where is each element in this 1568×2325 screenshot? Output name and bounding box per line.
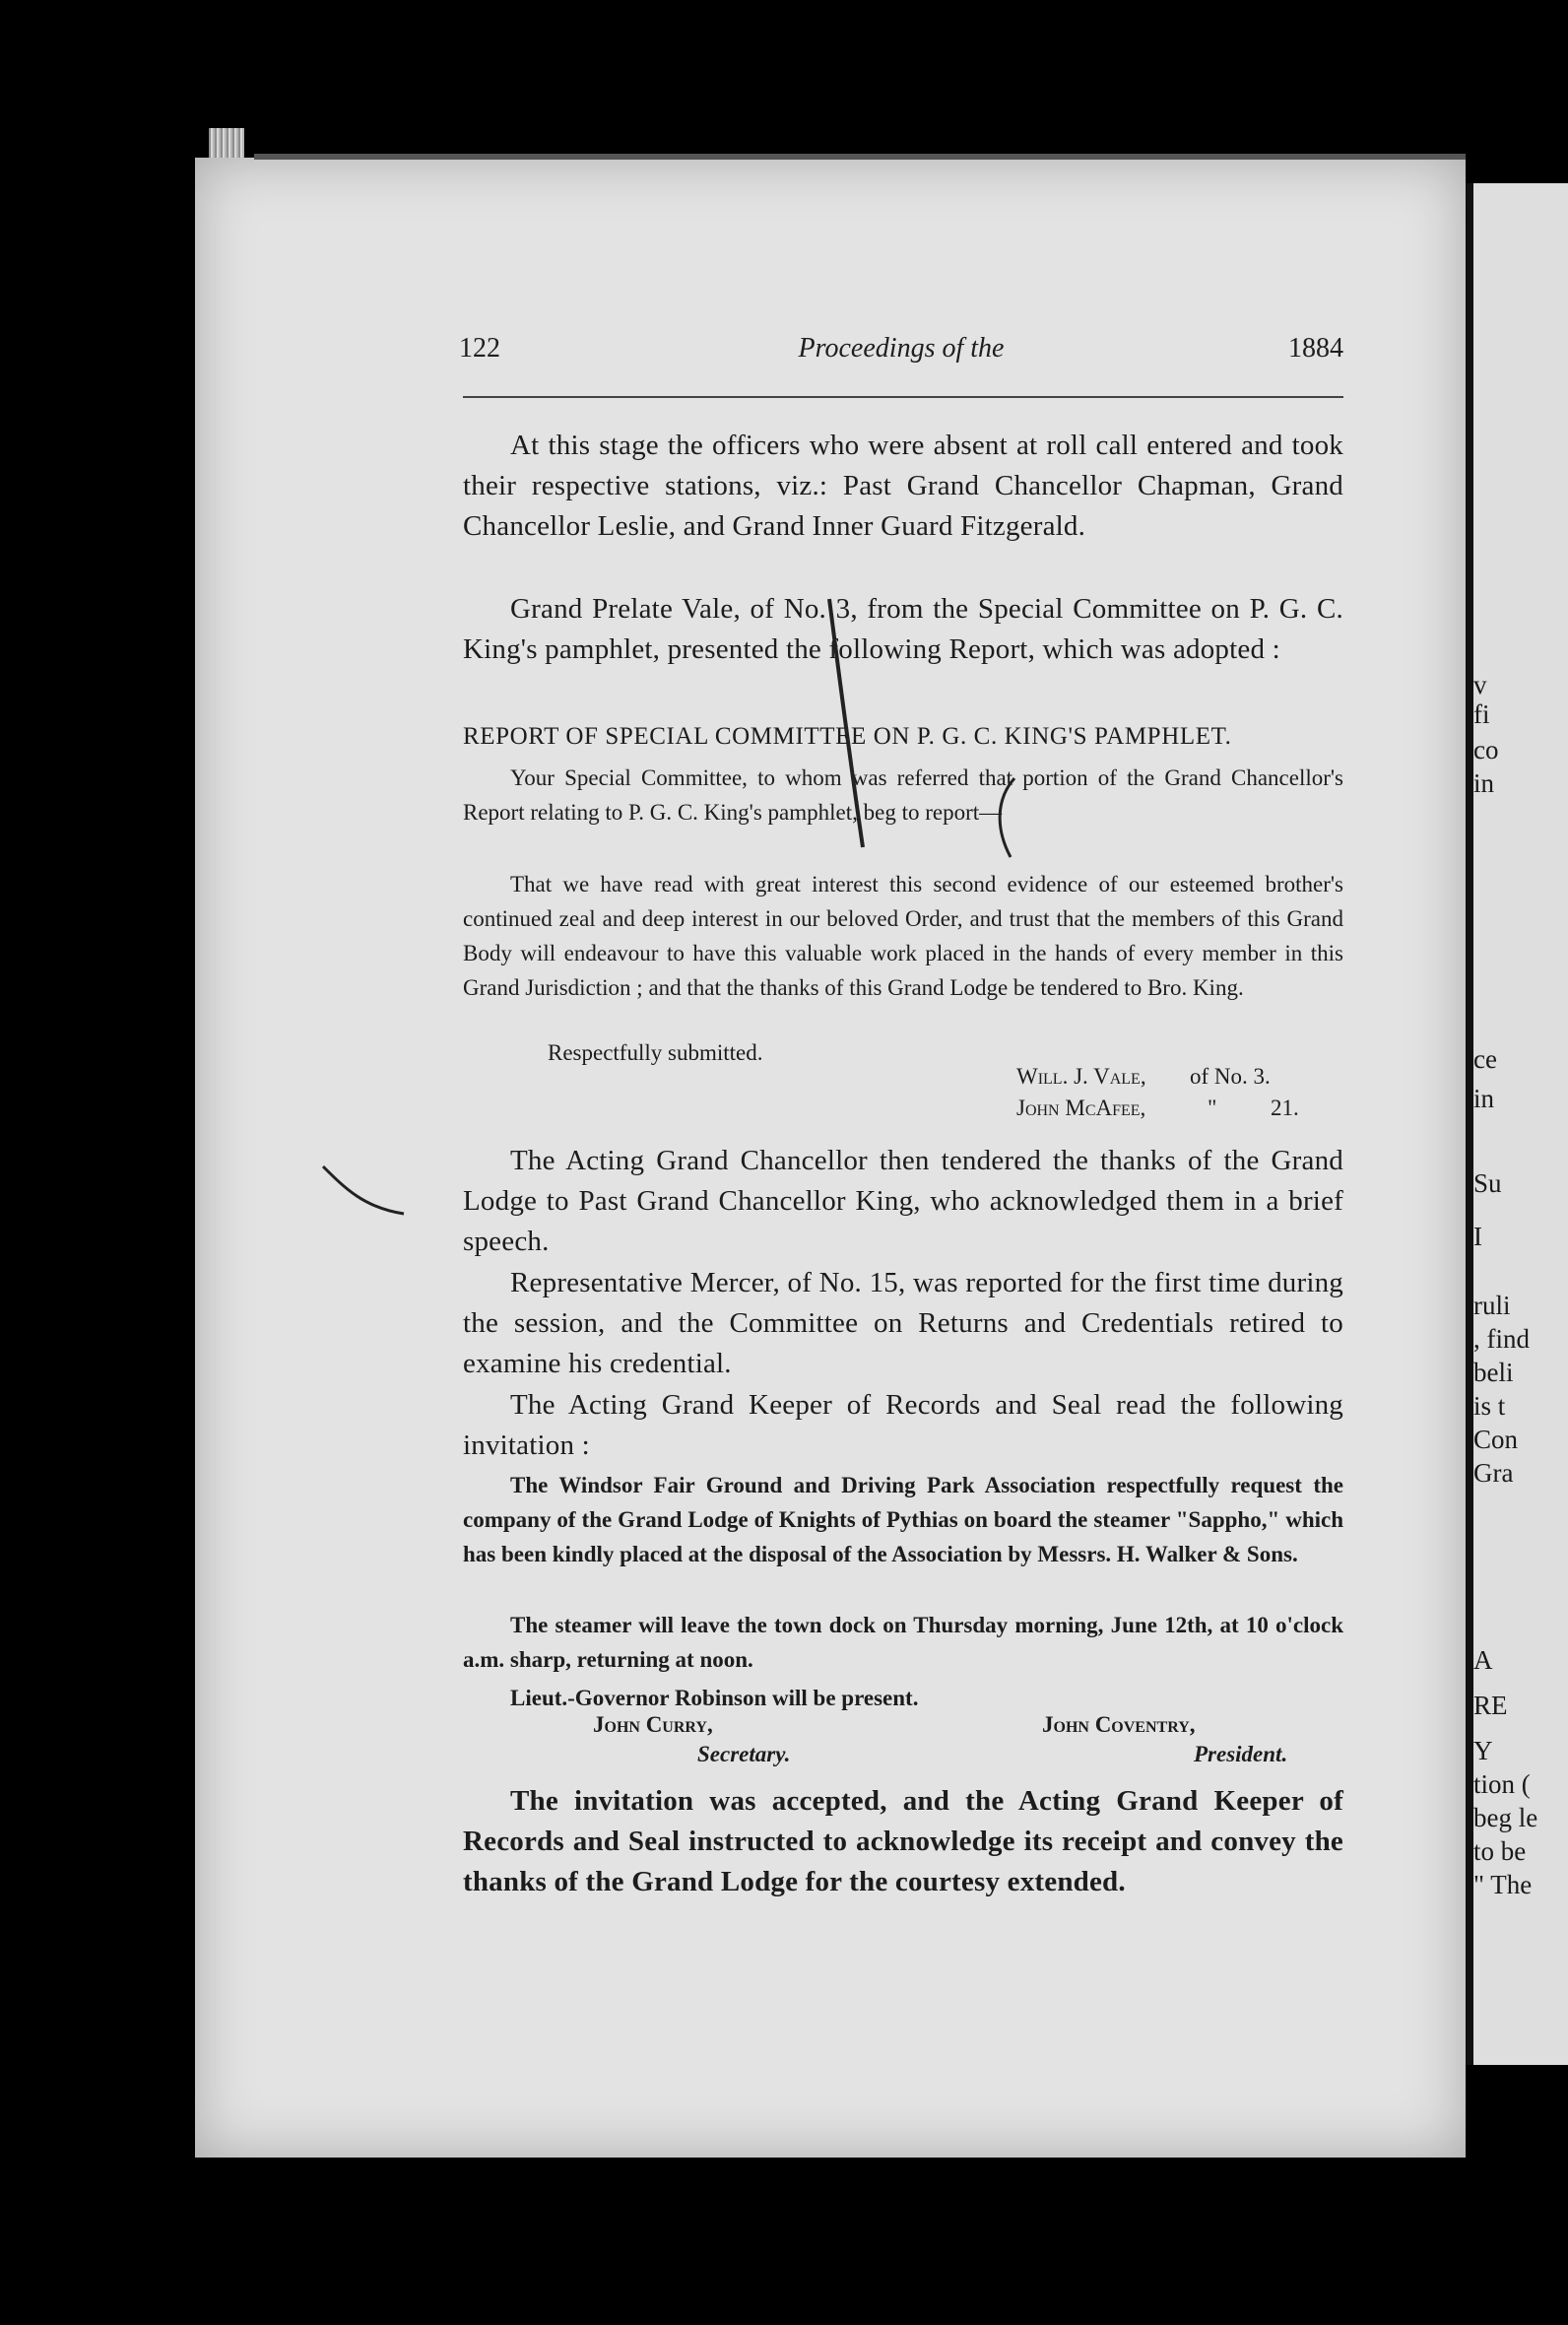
pen-stroke-mark <box>808 591 1005 877</box>
facing-text: beli <box>1473 1358 1514 1387</box>
report-heading: REPORT OF SPECIAL COMMITTEE ON P. G. C. KING'S PAMPHLET. <box>463 723 1232 750</box>
facing-text: tion ( <box>1473 1769 1531 1799</box>
paragraph-committee-report-intro: Grand Prelate Vale, of No. 3, from the Special Committee on P. G. C. King's pamphlet, presented the following Report, which was adopted : <box>463 593 1343 665</box>
facing-text: , find <box>1473 1324 1530 1354</box>
facing-text: Su <box>1473 1168 1502 1198</box>
facing-text: in <box>1473 768 1495 798</box>
facing-text: Con <box>1473 1425 1519 1454</box>
invitation-secretary-name: John Curry, <box>593 1712 713 1737</box>
invitation-secretary-title: Secretary. <box>697 1742 791 1766</box>
invitation-paragraph-2: The steamer will leave the town dock on Thursday morning, June 12th, at 10 o'clock a.m. sharp, returning at noon. <box>463 1613 1343 1672</box>
facing-text: I <box>1473 1222 1482 1251</box>
paragraph-invitation-accepted: The invitation was accepted, and the Acting Grand Keeper of Records and Seal instructed to acknowledge its receipt and convey the thanks of the Grand Lodge for the courtesy extended. <box>463 1785 1343 1897</box>
margin-pen-mark <box>315 1159 414 1228</box>
invitation-paragraph-3: Lieut.-Governor Robinson will be present. <box>510 1686 919 1710</box>
header-year: 1884 <box>1288 333 1343 364</box>
invitation-paragraph-1: The Windsor Fair Ground and Driving Park Association respectfully request the company of the Grand Lodge of Knights of Pythias on board the steamer "Sappho," which has been kindly placed at the disposal of the Association by Messrs. H. Walker & Sons. <box>463 1473 1343 1566</box>
paragraph-officers-entered: At this stage the officers who were absent at roll call entered and took their respective stations, viz.: Past Grand Chancellor Chapman, Grand Chancellor Leslie, and Grand Inner Guard Fitzgerald. <box>463 430 1343 542</box>
page-header <box>459 333 1343 372</box>
facing-text: RE <box>1473 1691 1508 1720</box>
facing-text: v <box>1473 670 1487 699</box>
facing-text: Y <box>1473 1736 1493 1765</box>
report-paragraph-2: That we have read with great interest this second evidence of our esteemed brother's continued zeal and deep interest in our beloved Order, and trust that the members of this Grand Body will endeavour to have this valuable work placed in the hands of every member in this Grand Jurisdiction ; and that the thanks of this Grand Lodge be tendered to Bro. King. <box>463 872 1343 1000</box>
paragraph-thanks-tendered: The Acting Grand Chancellor then tendered the thanks of the Grand Lodge to Past Grand Chancellor King, who acknowledged them in a brief speech. <box>463 1145 1343 1257</box>
page-top-border <box>254 154 1466 160</box>
facing-text: beg le <box>1473 1803 1538 1832</box>
header-rule <box>463 396 1343 398</box>
facing-text: fi <box>1473 699 1490 729</box>
facing-text: " The <box>1473 1870 1533 1899</box>
page-number: 122 <box>459 333 500 364</box>
facing-text: to be <box>1473 1836 1527 1866</box>
signatory-vale-lodge: of No. 3. <box>1190 1064 1271 1089</box>
facing-text: ruli <box>1473 1291 1511 1320</box>
paragraph-representative-mercer: Representative Mercer, of No. 15, was reported for the first time during the session, and the Committee on Returns and Credentials retired to examine his credential. <box>463 1267 1343 1379</box>
paragraph-invitation-read: The Acting Grand Keeper of Records and Seal read the following invitation : <box>463 1389 1343 1461</box>
facing-text: co <box>1473 735 1499 764</box>
invitation-president-name: John Coventry, <box>1042 1712 1196 1737</box>
facing-text: A <box>1473 1645 1493 1675</box>
facing-text: ce <box>1473 1044 1497 1074</box>
report-paragraph-1: Your Special Committee, to whom was referred that portion of the Grand Chancellor's Report relating to P. G. C. King's pamphlet, beg to report— <box>463 765 1343 825</box>
facing-text: is t <box>1473 1391 1506 1421</box>
ditto-mark: " <box>1208 1096 1217 1120</box>
facing-text: Gra <box>1473 1458 1514 1488</box>
signatory-vale: Will. J. Vale, <box>1016 1064 1146 1089</box>
facing-text: in <box>1473 1084 1495 1113</box>
pen-bracket-mark <box>985 768 1044 867</box>
running-title: Proceedings of the <box>798 333 1005 364</box>
facing-page-fragment <box>1466 183 1568 2065</box>
signatory-mcafee-lodge: 21. <box>1271 1096 1299 1120</box>
invitation-president-title: President. <box>1194 1742 1288 1766</box>
signatory-mcafee: John McAfee, <box>1016 1096 1146 1120</box>
respectfully-submitted: Respectfully submitted. <box>548 1040 763 1065</box>
